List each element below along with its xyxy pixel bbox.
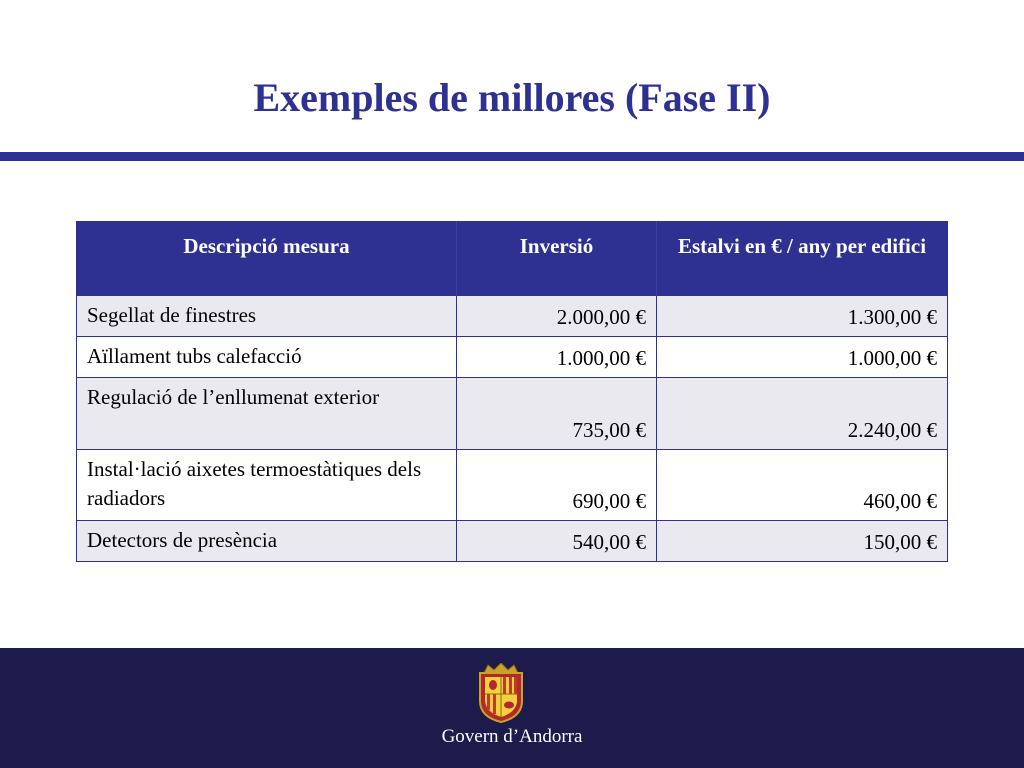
table-row bbox=[77, 378, 948, 450]
row-estalvi: 150,00 € bbox=[657, 521, 948, 562]
row-estalvi: 1.000,00 € bbox=[657, 337, 948, 378]
row-estalvi: 460,00 € bbox=[657, 450, 948, 521]
header-inversio: Inversió bbox=[457, 222, 657, 296]
row-description: Detectors de presència bbox=[77, 521, 457, 562]
table-row bbox=[77, 521, 948, 562]
title-divider bbox=[0, 152, 1024, 161]
row-description: Instal·lació aixetes termoestàtiques dels radiadors bbox=[77, 450, 457, 521]
row-estalvi: 1.300,00 € bbox=[657, 296, 948, 337]
row-inversio: 690,00 € bbox=[457, 450, 657, 521]
page-title: Exemples de millores (Fase II) bbox=[253, 75, 771, 120]
improvements-table bbox=[76, 221, 948, 562]
andorra-coat-of-arms-icon bbox=[474, 663, 528, 723]
row-description: Aïllament tubs calefacció bbox=[77, 337, 457, 378]
table-header-row bbox=[77, 222, 948, 296]
header-descripcio: Descripció mesura bbox=[77, 222, 457, 296]
table-row bbox=[77, 337, 948, 378]
table-row bbox=[77, 450, 948, 521]
row-estalvi: 2.240,00 € bbox=[657, 378, 948, 450]
government-logo-text: Govern d’Andorra bbox=[441, 726, 583, 747]
header-estalvi: Estalvi en € / any per edifici bbox=[657, 222, 948, 296]
row-inversio: 1.000,00 € bbox=[457, 337, 657, 378]
table-row bbox=[77, 296, 948, 337]
row-description: Segellat de finestres bbox=[77, 296, 457, 337]
row-description: Regulació de l’enllumenat exterior bbox=[77, 378, 457, 450]
row-inversio: 2.000,00 € bbox=[457, 296, 657, 337]
row-inversio: 540,00 € bbox=[457, 521, 657, 562]
row-inversio: 735,00 € bbox=[457, 378, 657, 450]
